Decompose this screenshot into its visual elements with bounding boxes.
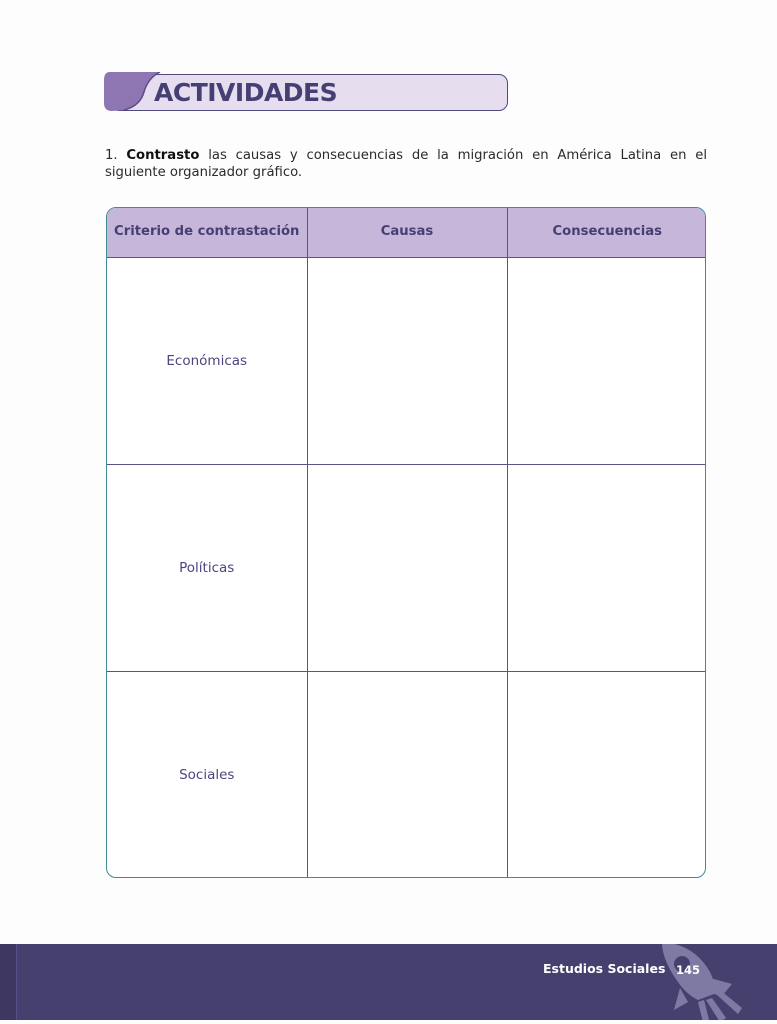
criterion-cell: Políticas xyxy=(107,464,307,671)
subject-label: Estudios Sociales xyxy=(543,961,666,976)
rocket-icon xyxy=(652,944,752,1020)
instruction-keyword: Contrasto xyxy=(126,148,200,163)
causes-answer-cell[interactable] xyxy=(307,257,507,464)
consequences-answer-cell[interactable] xyxy=(507,257,706,464)
activities-banner xyxy=(104,72,508,112)
table-header-row xyxy=(107,208,706,257)
column-header-consequences: Consecuencias xyxy=(507,208,706,257)
graphic-organizer-table xyxy=(106,207,706,878)
footer-side-strip xyxy=(0,944,17,1020)
column-header-causes: Causas xyxy=(307,208,507,257)
instruction-text xyxy=(105,147,707,181)
criterion-cell: Económicas xyxy=(107,257,307,464)
consequences-answer-cell[interactable] xyxy=(507,464,706,671)
instruction-body: las causas y consecuencias de la migración en América Latina en el siguiente organizador gráfico. xyxy=(105,148,707,180)
consequences-answer-cell[interactable] xyxy=(507,671,706,878)
criterion-cell: Sociales xyxy=(107,671,307,878)
page-title: ACTIVIDADES xyxy=(154,78,338,107)
page-number: 145 xyxy=(676,963,701,977)
instruction-number: 1. xyxy=(105,148,118,163)
table-row xyxy=(107,671,706,878)
table-row xyxy=(107,257,706,464)
causes-answer-cell[interactable] xyxy=(307,671,507,878)
causes-answer-cell[interactable] xyxy=(307,464,507,671)
page-footer xyxy=(0,944,777,1020)
table-row xyxy=(107,464,706,671)
column-header-criteria: Criterio de contrastación xyxy=(107,208,307,257)
